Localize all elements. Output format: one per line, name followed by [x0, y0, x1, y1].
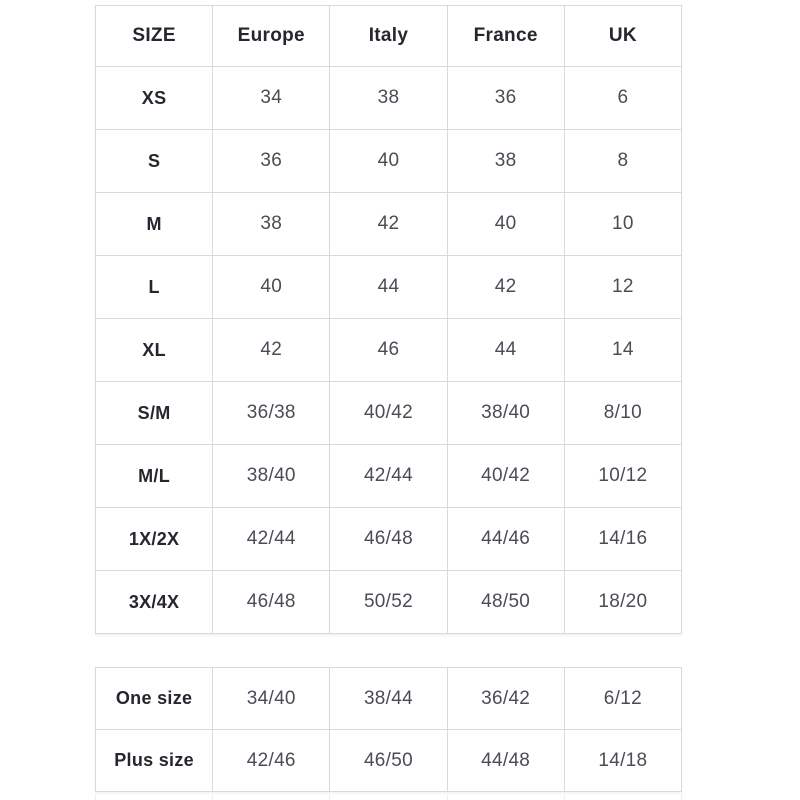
row-label-cell: 1X/2X	[96, 508, 213, 571]
size-conversion-table	[95, 5, 682, 634]
value-cell: 34/40	[213, 668, 330, 730]
value-cell: 42	[330, 193, 447, 256]
special-size-table	[95, 667, 682, 792]
value-cell: 40	[447, 193, 564, 256]
value-cell: 14/18	[564, 730, 681, 792]
value-cell: 38/40	[213, 445, 330, 508]
value-cell: 44/48	[447, 730, 564, 792]
table-row	[96, 382, 682, 445]
column-header-size: SIZE	[96, 6, 213, 67]
value-cell: 6	[564, 67, 681, 130]
value-cell: 34	[213, 67, 330, 130]
value-cell: 42/44	[213, 508, 330, 571]
value-cell: 42/44	[330, 445, 447, 508]
value-cell: 38	[447, 130, 564, 193]
value-cell: 8/10	[564, 382, 681, 445]
value-cell: 46	[330, 319, 447, 382]
table-row	[96, 571, 682, 634]
value-cell: 36	[213, 130, 330, 193]
value-cell: 38/44	[330, 668, 447, 730]
value-cell: 18/20	[564, 571, 681, 634]
value-cell: 8	[564, 130, 681, 193]
table-row	[96, 668, 682, 730]
column-header-europe: Europe	[213, 6, 330, 67]
header-row	[96, 6, 682, 67]
value-cell: 44/46	[447, 508, 564, 571]
value-cell: 50/52	[330, 571, 447, 634]
row-label-cell: M	[96, 193, 213, 256]
value-cell: 44	[330, 256, 447, 319]
value-cell: 14/16	[564, 508, 681, 571]
value-cell: 6/12	[564, 668, 681, 730]
value-cell: 38/40	[447, 382, 564, 445]
value-cell: 38	[330, 67, 447, 130]
value-cell: 40/42	[330, 382, 447, 445]
table-row	[96, 319, 682, 382]
column-header-italy: Italy	[330, 6, 447, 67]
row-label-cell: L	[96, 256, 213, 319]
value-cell: 42	[447, 256, 564, 319]
table-row	[96, 193, 682, 256]
value-cell: 14	[564, 319, 681, 382]
value-cell: 48/50	[447, 571, 564, 634]
value-cell: 42/46	[213, 730, 330, 792]
value-cell: 46/50	[330, 730, 447, 792]
value-cell: 40	[213, 256, 330, 319]
table-row	[96, 508, 682, 571]
row-label-cell: XL	[96, 319, 213, 382]
value-cell: 40	[330, 130, 447, 193]
value-cell: 10	[564, 193, 681, 256]
value-cell: 46/48	[330, 508, 447, 571]
column-header-uk: UK	[564, 6, 681, 67]
table-row	[96, 730, 682, 792]
special-table-body	[96, 668, 682, 792]
table-row	[96, 67, 682, 130]
row-label-cell: One size	[96, 668, 213, 730]
value-cell: 12	[564, 256, 681, 319]
value-cell: 44	[447, 319, 564, 382]
row-label-cell: S	[96, 130, 213, 193]
value-cell: 38	[213, 193, 330, 256]
clipped-next-row-edge	[95, 795, 682, 800]
table-row	[96, 445, 682, 508]
value-cell: 40/42	[447, 445, 564, 508]
value-cell: 42	[213, 319, 330, 382]
table-row	[96, 256, 682, 319]
table-row	[96, 130, 682, 193]
row-label-cell: XS	[96, 67, 213, 130]
value-cell: 36/42	[447, 668, 564, 730]
row-label-cell: Plus size	[96, 730, 213, 792]
row-label-cell: 3X/4X	[96, 571, 213, 634]
row-label-cell: S/M	[96, 382, 213, 445]
value-cell: 46/48	[213, 571, 330, 634]
value-cell: 36/38	[213, 382, 330, 445]
value-cell: 10/12	[564, 445, 681, 508]
value-cell: 36	[447, 67, 564, 130]
row-label-cell: M/L	[96, 445, 213, 508]
column-header-france: France	[447, 6, 564, 67]
size-table-body	[96, 67, 682, 634]
